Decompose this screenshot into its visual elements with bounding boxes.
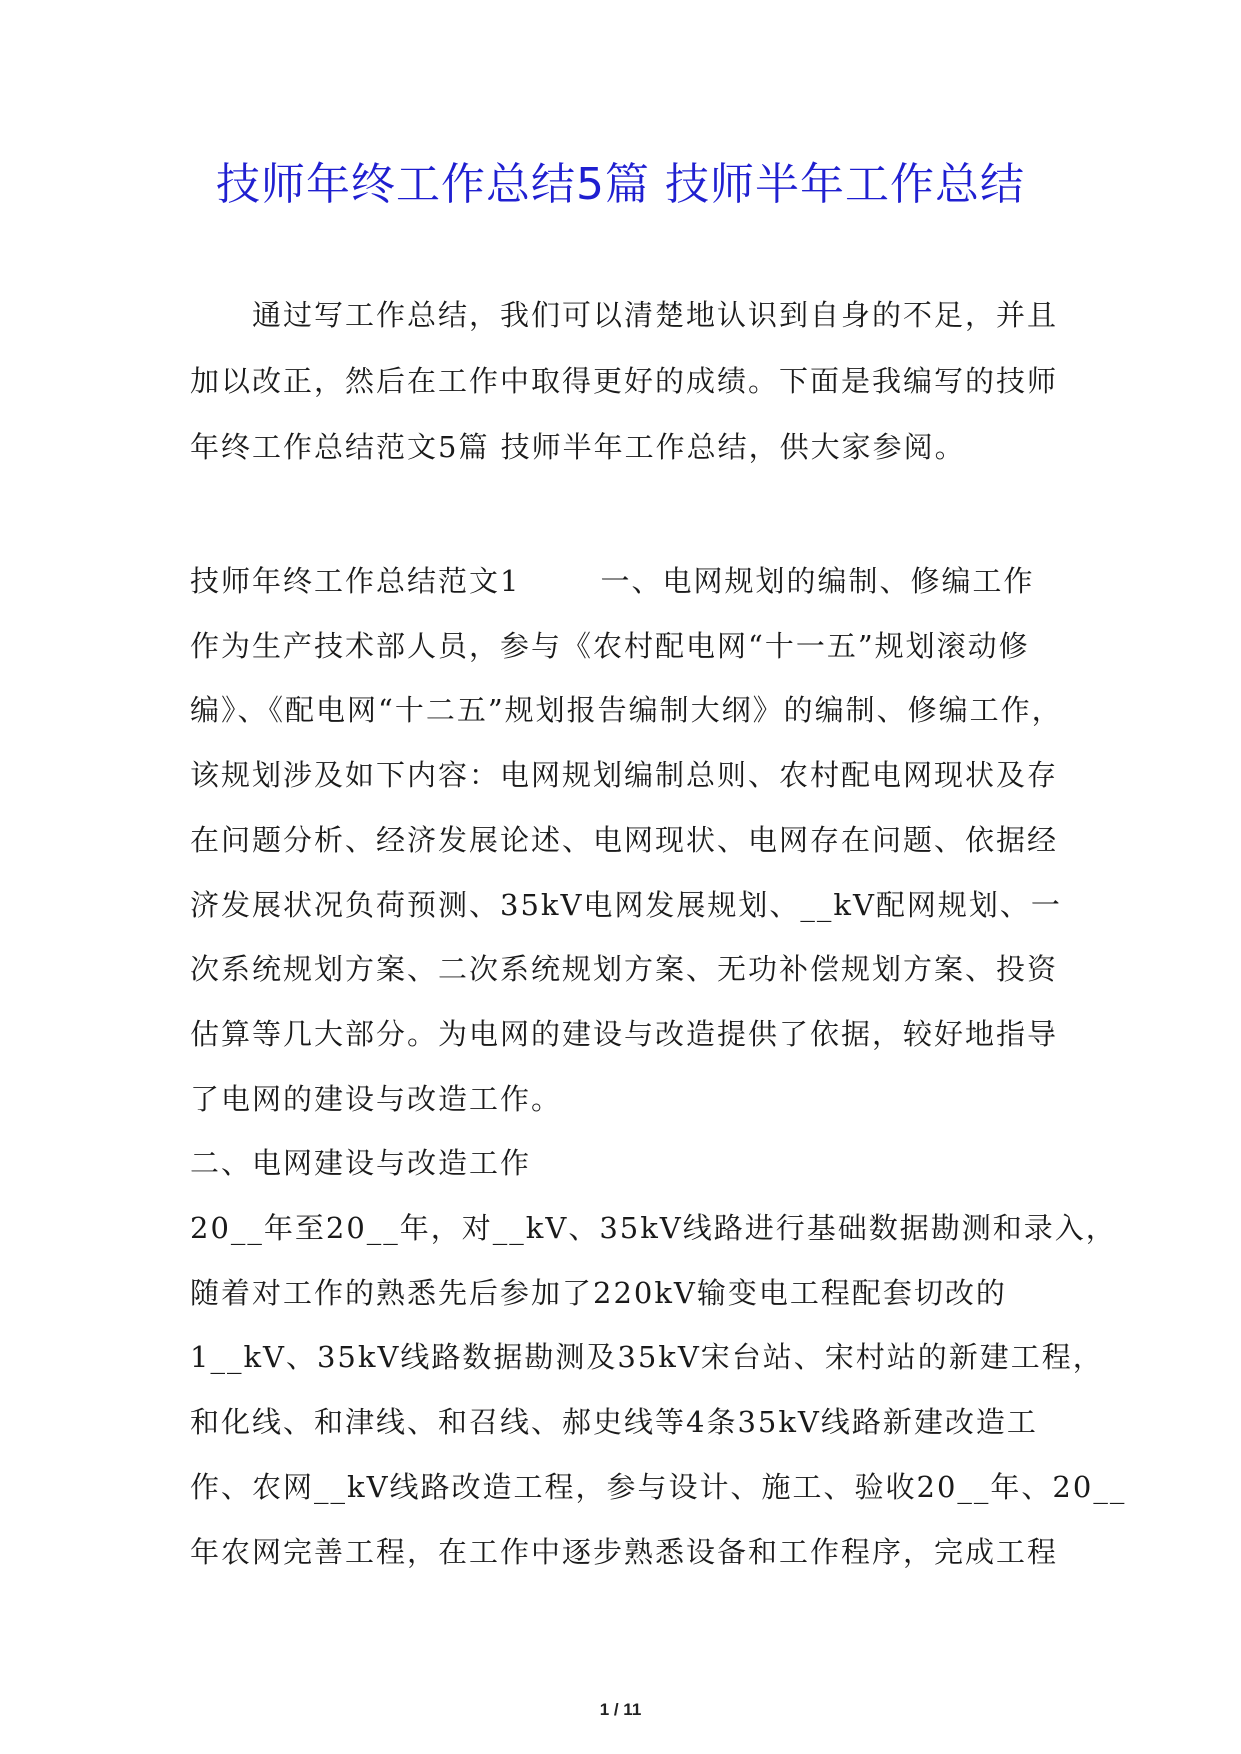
section-heading: 二、电网建设与改造工作 — [190, 1146, 532, 1181]
body-line: 1__kV、35kV线路数据勘测及35kV宋台站、宋村站的新建工程， — [190, 1340, 1104, 1375]
section-heading: 技师年终工作总结范文1 — [190, 564, 521, 598]
body-line: 估算等几大部分。为电网的建设与改造提供了依据，较好地指导 — [190, 1016, 1059, 1051]
body-line: 该规划涉及如下内容：电网规划编制总则、农村配电网现状及存 — [190, 758, 1059, 793]
body-line: 20__年至20__年，对__kV、35kV线路进行基础数据勘测和录入， — [190, 1211, 1117, 1246]
intro-line: 通过写工作总结，我们可以清楚地认识到自身的不足，并且 — [252, 298, 1059, 332]
body-line: 次系统规划方案、二次系统规划方案、无功补偿规划方案、投资 — [190, 952, 1059, 987]
body-line: 和化线、和津线、和召线、郝史线等4条35kV线路新建改造工 — [190, 1405, 1038, 1440]
section-heading-line — [190, 549, 1070, 614]
body-line: 在问题分析、经济发展论述、电网现状、电网存在问题、依据经 — [190, 822, 1059, 857]
body-line: 年农网完善工程，在工作中逐步熟悉设备和工作程序，完成工程 — [190, 1534, 1059, 1569]
body-line: 济发展状况负荷预测、35kV电网发展规划、__kV配网规划、一 — [190, 887, 1062, 922]
body-text — [190, 549, 1127, 1584]
body-line: 编》、《配电网“十二五”规划报告编制大纲》的编制、修编工作， — [190, 693, 1063, 728]
body-line: 随着对工作的熟悉先后参加了220kV输变电工程配套切改的 — [190, 1275, 1007, 1310]
document-title: 技师年终工作总结5篇 技师半年工作总结 — [216, 159, 1025, 210]
section-subheading: 一、电网规划的编制、修编工作 — [600, 564, 1035, 598]
intro-line: 加以改正，然后在工作中取得更好的成绩。下面是我编写的技师 — [190, 364, 1059, 398]
page-number: 1 / 11 — [599, 1700, 642, 1719]
body-line: 了电网的建设与改造工作。 — [190, 1081, 563, 1116]
intro-line: 年终工作总结范文5篇 技师半年工作总结，供大家参阅。 — [190, 430, 966, 464]
body-line: 作、农网__kV线路改造工程，参与设计、施工、验收20__年、20__ — [190, 1469, 1127, 1504]
intro-paragraph — [190, 282, 1070, 480]
body-line: 作为生产技术部人员，参与《农村配电网“十一五”规划滚动修 — [190, 628, 1030, 663]
